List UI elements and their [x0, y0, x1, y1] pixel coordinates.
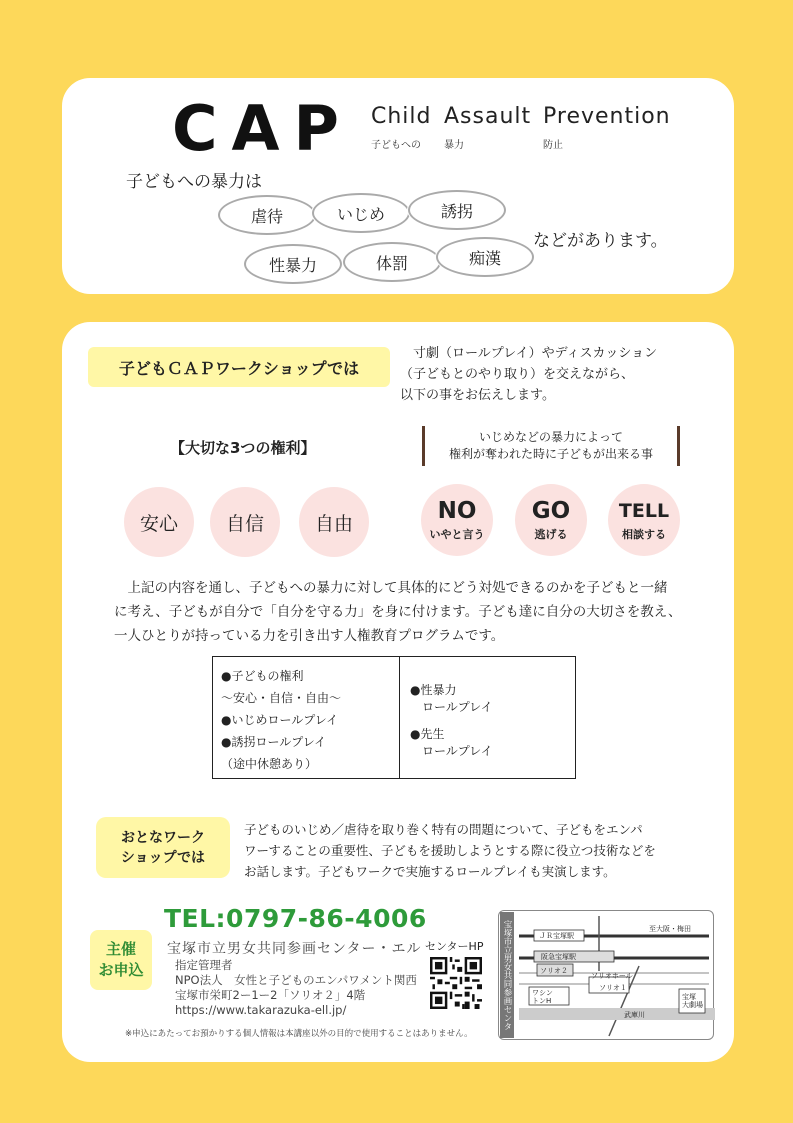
map-label-osaka: 至大阪・梅田: [649, 925, 691, 933]
right-label: 自由: [314, 512, 353, 535]
etc-text: などがあります。: [533, 231, 668, 251]
program-left-column: [221, 668, 341, 773]
cloud-abuse: [218, 195, 316, 235]
program-item: ●子どもの権利: [221, 669, 304, 683]
cloud-label: 体罰: [375, 253, 408, 273]
cloud-bullying: [312, 193, 410, 233]
action-en: TELL: [618, 500, 670, 522]
program-item: ～安心・自信・自由～: [221, 691, 342, 705]
program-item: （途中休憩あり）: [221, 757, 318, 771]
action-jp: 相談する: [622, 528, 666, 541]
action-go: [515, 484, 587, 556]
rights-title: 【大切な3つの権利】: [170, 439, 316, 457]
website-link[interactable]: https://www.takarazuka-ell.jp/: [175, 1003, 347, 1017]
cloud-label: 痴漢: [468, 248, 501, 268]
cloud-molester: [436, 237, 534, 277]
cloud-kidnapping: [408, 190, 506, 230]
program-right-column: [410, 682, 493, 760]
adult-desc-line: お話します。子どもワークで実施するロールプレイも実演します。: [244, 864, 616, 879]
telephone-number[interactable]: TEL:0797-86-4006: [164, 904, 427, 933]
cap-sub-prevention: 防止: [543, 140, 563, 151]
right-security: [124, 487, 194, 557]
access-map: [498, 910, 714, 1040]
program-item: ●先生: [410, 727, 445, 741]
map-label-solio2: ソリオ２: [540, 967, 568, 975]
privacy-notice: ※申込にあたってお預かりする個人情報は本講座以外の目的で使用することはありません。: [125, 1029, 473, 1039]
program-item: ロールプレイ: [410, 744, 493, 758]
heading-line: 権利が奪われた時に子どもが出来る事: [448, 447, 653, 461]
cap-word-prevention: Prevention: [543, 104, 671, 129]
center-hp-label: センターHP: [425, 940, 484, 953]
map-label-theater: 宝塚 大劇場: [682, 993, 703, 1009]
organization-name: 宝塚市立男女共同参画センター・エル: [167, 941, 422, 957]
map-label-hotel: ワシン トンH: [532, 989, 553, 1005]
right-confidence: [210, 487, 280, 557]
action-en: NO: [437, 498, 477, 524]
desc-line: 以下の事をお伝えします。: [400, 388, 555, 403]
designated-manager: 指定管理者: [175, 958, 233, 972]
map-label-river: 武庫川: [624, 1011, 645, 1019]
adult-workshop-description: [244, 819, 656, 882]
summary-line: 上記の内容を通し、子どもへの暴力に対して具体的にどう対処できるのかを子どもと一緒: [114, 580, 668, 596]
cloud-label: 性暴力: [268, 255, 317, 275]
cloud-label: いじめ: [336, 204, 385, 224]
right-label: 安心: [139, 512, 178, 535]
adult-desc-line: ワーすることの重要性、子どもを援助しようとする際に役立つ技術などを: [244, 843, 656, 858]
program-spacer: [410, 716, 493, 726]
map-label-solio-hall: ソリオホール: [591, 972, 633, 980]
cloud-label: 誘拐: [440, 201, 473, 221]
npo-name: NPO法人 女性と子どものエンパワメント関西: [175, 973, 417, 987]
cap-sub-child: 子どもへの: [371, 140, 421, 151]
program-item: ●性暴力: [410, 683, 457, 697]
address: 宝塚市栄町2ー1ー2「ソリオ２」4階: [175, 988, 366, 1002]
map-label-solio1: ソリオ１: [599, 984, 627, 992]
adult-workshop-label: おとなワーク ショップでは: [96, 817, 230, 878]
violence-intro: 子どもへの暴力は: [126, 172, 262, 192]
right-freedom: [299, 487, 369, 557]
program-summary: [114, 576, 694, 648]
sponsor-label: 主催 お申込: [90, 930, 152, 990]
cloud-corporal-punishment: [343, 242, 441, 282]
program-item: ●誘拐ロールプレイ: [221, 735, 327, 749]
cloud-sexual-violence: [244, 244, 342, 284]
desc-line: （子どもとのやり取り）を交えながら、: [400, 367, 635, 382]
adult-desc-line: 子どものいじめ／虐待を取り巻く特有の問題について、子どもをエンパ: [244, 822, 643, 837]
cap-word-child: Child: [371, 104, 432, 129]
cap-logo: CAP: [172, 92, 353, 165]
right-label: 自信: [225, 512, 264, 535]
qr-code-icon[interactable]: [430, 957, 482, 1009]
cap-word-assault: Assault: [444, 104, 532, 129]
program-item: ロールプレイ: [410, 700, 493, 714]
action-jp: いやと言う: [429, 528, 485, 541]
desc-line: 寸劇（ロールプレイ）やディスカッション: [400, 346, 658, 361]
action-tell: [608, 484, 680, 556]
actions-heading: [422, 426, 680, 466]
summary-line: 一人ひとりが持っている力を引き出す人権教育プログラムです。: [114, 628, 505, 644]
cloud-label: 虐待: [250, 206, 283, 226]
map-label-jr: ＪＲ宝塚駅: [539, 932, 574, 940]
workshop-title: 子どもＣＡＰワークショップでは: [88, 347, 390, 387]
heading-line: いじめなどの暴力によって: [478, 430, 623, 444]
program-table-divider: [399, 656, 400, 779]
action-no: [421, 484, 493, 556]
action-jp: 逃げる: [534, 528, 568, 541]
cap-sub-assault: 暴力: [444, 140, 464, 151]
map-caption: 宝塚市立男女共同参画センター・エル: [500, 912, 514, 1038]
summary-line: に考え、子どもが自分で「自分を守る力」を身に付けます。子ども達に自分の大切さを教え、: [114, 604, 682, 620]
action-en: GO: [531, 498, 571, 524]
program-item: ●いじめロールプレイ: [221, 713, 339, 727]
workshop-description: [400, 343, 657, 406]
map-label-hankyu: 阪急宝塚駅: [541, 953, 576, 961]
